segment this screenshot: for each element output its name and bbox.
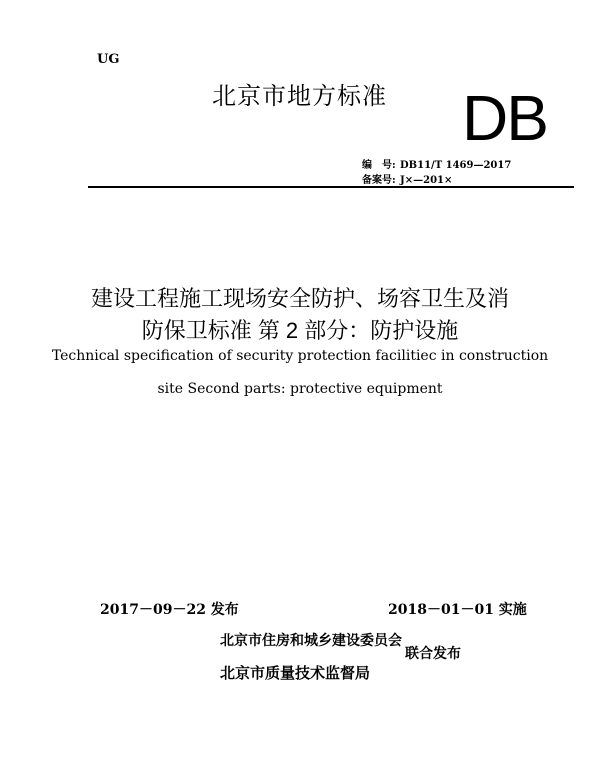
implementation-date: 2018－01－01 实施 <box>388 602 527 618</box>
title-zh-line2: 防保卫标准 第 2 部分：防护设施 <box>141 318 459 343</box>
issue-date: 2017－09－22 发布 <box>100 602 239 618</box>
issuer-housing-commission: 北京市住房和城乡建设委员会 <box>220 632 402 648</box>
filing-number <box>362 171 452 186</box>
standard-number <box>362 156 511 171</box>
authority-title: 北京市地方标准 <box>212 83 387 110</box>
ics-code: UG <box>97 52 120 67</box>
joint-issue-label: 联合发布 <box>405 645 461 661</box>
db-logo: DB <box>462 82 547 154</box>
title-en-line1: Technical specification of security protection facilitiec in construction <box>51 348 549 364</box>
issuer-quality-bureau: 北京市质量技术监督局 <box>220 665 371 682</box>
title-zh-line1: 建设工程施工现场安全防护、场容卫生及消 <box>90 286 509 311</box>
title-en-line2: site Second parts: protective equipment <box>157 381 443 397</box>
header-divider <box>88 186 574 188</box>
standard-number-value: DB11/T 1469—2017 <box>400 160 512 171</box>
standard-number-label: 编 号: <box>362 160 396 171</box>
filing-number-label: 备案号: <box>362 175 396 186</box>
filing-number-value: J×—201× <box>400 175 453 186</box>
